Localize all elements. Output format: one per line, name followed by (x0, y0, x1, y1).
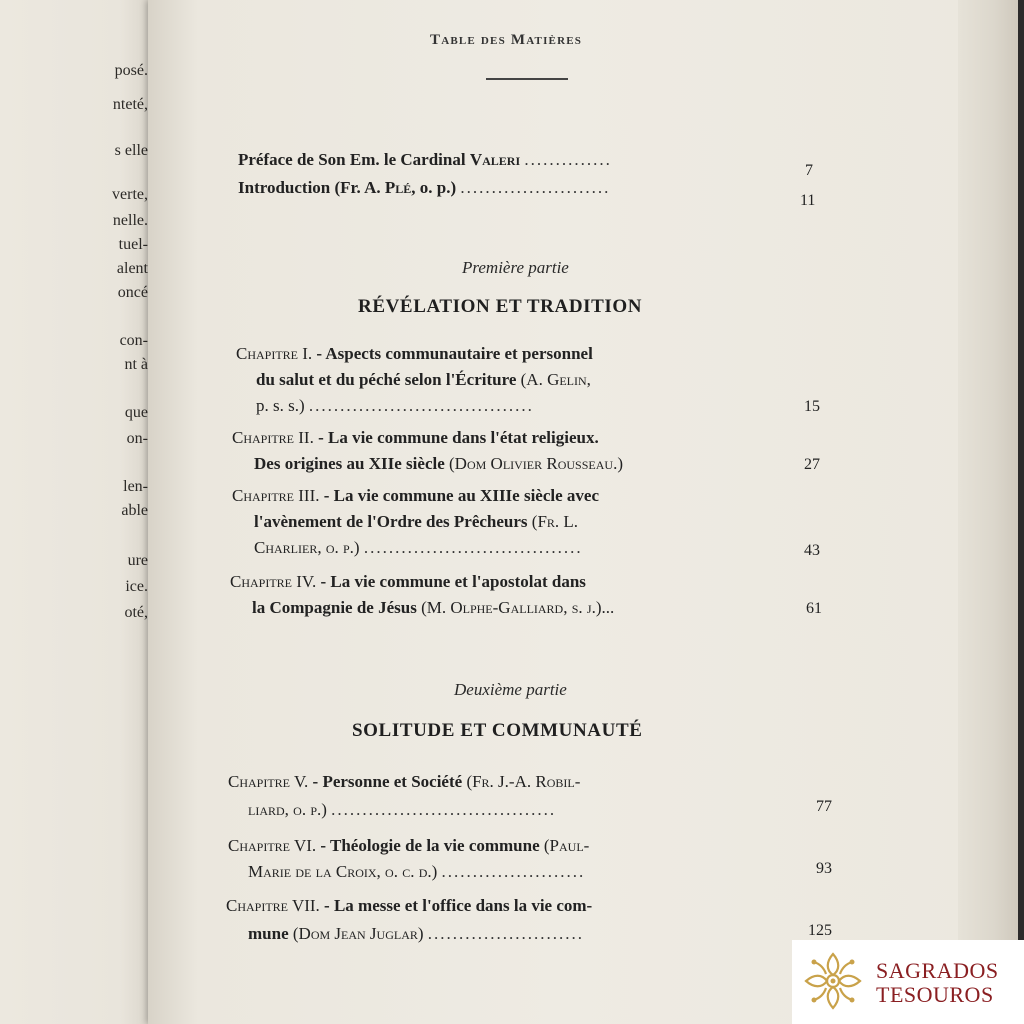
left-text-fragment: con- (119, 332, 148, 349)
chapter-title: du salut et du péché selon l'Écriture (256, 370, 517, 389)
toc-entry-chapter (226, 894, 592, 918)
chapter-title: Des origines au XIIe siècle (254, 454, 445, 473)
left-text-fragment: s elle (114, 142, 148, 159)
entry-author: Plé (384, 178, 412, 197)
page-number: 11 (800, 192, 816, 209)
ornament-icon (802, 950, 864, 1012)
chapter-title: - La vie commune au XIIIe siècle avec (319, 486, 600, 505)
chapter-number: Chapitre IV. (230, 572, 317, 591)
page-number: 43 (804, 542, 820, 559)
chapter-number: Chapitre VI. (228, 836, 317, 855)
toc-entry-chapter (232, 484, 599, 508)
left-text-fragment: verte, (112, 186, 148, 203)
leader-dots: .................................... (331, 800, 557, 819)
entry-text: Introduction (Fr. A. (238, 178, 385, 197)
leader-dots: ........................ (460, 178, 611, 197)
chapter-author: liard, o. p.) (248, 800, 327, 819)
left-text-fragment: posé. (114, 62, 148, 79)
left-text-fragment: que (124, 404, 148, 421)
toc-entry-chapter (236, 342, 593, 366)
chapter-title: - La vie commune dans l'état religieux. (313, 428, 599, 447)
chapter-title: la Compagnie de Jésus (252, 598, 417, 617)
leader-dots: ......................... (427, 924, 585, 943)
toc-entry-chapter (228, 834, 589, 858)
chapter-number: Chapitre I. (236, 344, 313, 363)
page-number: 15 (804, 398, 820, 415)
leader-dots: ....................... (441, 862, 586, 881)
left-text-fragment: alent (116, 260, 148, 277)
chapter-number: Chapitre V. (228, 772, 309, 791)
chapter-title: - Théologie de la vie commune (316, 836, 540, 855)
toc-entry-continuation (248, 922, 584, 946)
chapter-author: Charlier, o. p.) (254, 538, 360, 557)
left-text-fragment: nelle. (112, 212, 148, 229)
left-text-fragment: oté, (124, 604, 148, 621)
entry-author: Valeri (469, 150, 521, 169)
chapter-number: Chapitre VII. (226, 896, 320, 915)
page-number: 77 (816, 798, 832, 815)
leader-dots: .................................... (308, 396, 534, 415)
entry-text: Préface de Son Em. le Cardinal (238, 150, 470, 169)
chapter-author: (A. Gelin, (516, 370, 591, 389)
left-text-fragment: able (121, 502, 148, 519)
leader-dots: ................................... (363, 538, 583, 557)
part-heading: SOLITUDE ET COMMUNAUTÉ (352, 720, 643, 741)
chapter-author: (M. Olphe-Galliard, s. j.)... (416, 598, 615, 617)
left-text-fragment: ice. (125, 578, 148, 595)
logo-text-line2: TESOUROS (876, 982, 994, 1007)
chapter-author: (Paul- (539, 836, 590, 855)
chapter-title: - La messe et l'office dans la vie com- (319, 896, 593, 915)
chapter-author: p. s. s.) (256, 396, 305, 415)
toc-entry-continuation (254, 536, 583, 560)
toc-entry-introduction (238, 176, 610, 200)
left-text-fragment: len- (123, 478, 148, 495)
left-text-fragment: ure (127, 552, 148, 569)
toc-entry-continuation (248, 860, 585, 884)
entry-suffix: , o. p.) (411, 178, 457, 197)
logo-text-line1: SAGRADOS (876, 958, 999, 983)
page-title: Table des Matières (430, 32, 583, 48)
chapter-author: (Fr. L. (527, 512, 579, 531)
toc-entry-preface (238, 148, 612, 172)
chapter-title: l'avènement de l'Ordre des Prêcheurs (254, 512, 528, 531)
left-text-fragment: oncé (117, 284, 148, 301)
toc-entry-chapter (232, 426, 599, 450)
chapter-title: - Personne et Société (308, 772, 463, 791)
chapter-number: Chapitre III. (232, 486, 320, 505)
toc-entry-continuation (256, 368, 591, 392)
toc-entry-continuation (254, 510, 578, 534)
page-number: 125 (808, 922, 832, 939)
toc-entry-continuation (256, 394, 534, 418)
toc-entry-chapter (228, 770, 580, 794)
chapter-title: - La vie commune et l'apostolat dans (316, 572, 586, 591)
left-text-fragment: nt à (124, 356, 148, 373)
page-number: 7 (805, 162, 813, 179)
chapter-author: Marie de la Croix, o. c. d.) (248, 862, 438, 881)
page-number: 93 (816, 860, 832, 877)
part-label: Deuxième partie (454, 680, 567, 699)
left-text-fragment: tuel- (118, 236, 148, 253)
toc-entry-continuation (252, 596, 614, 620)
page-number: 61 (806, 600, 822, 617)
leader-dots: .............. (524, 150, 612, 169)
left-text-fragment: on- (126, 430, 148, 447)
chapter-title: - Aspects communautaire et personnel (312, 344, 593, 363)
part-heading: RÉVÉLATION ET TRADITION (358, 296, 643, 317)
title-divider (486, 78, 568, 80)
brand-logo (792, 940, 1024, 1024)
toc-entry-continuation (254, 452, 623, 476)
toc-entry-chapter (230, 570, 586, 594)
left-text-fragment: nteté, (112, 96, 148, 113)
chapter-title: mune (248, 924, 289, 943)
chapter-author: (Dom Jean Juglar) (288, 924, 424, 943)
toc-entry-continuation (248, 798, 556, 822)
chapter-number: Chapitre II. (232, 428, 314, 447)
part-label: Première partie (462, 258, 569, 277)
page-number: 27 (804, 456, 820, 473)
chapter-author: (Dom Olivier Rousseau.) (444, 454, 623, 473)
chapter-author: (Fr. J.-A. Robil- (462, 772, 581, 791)
